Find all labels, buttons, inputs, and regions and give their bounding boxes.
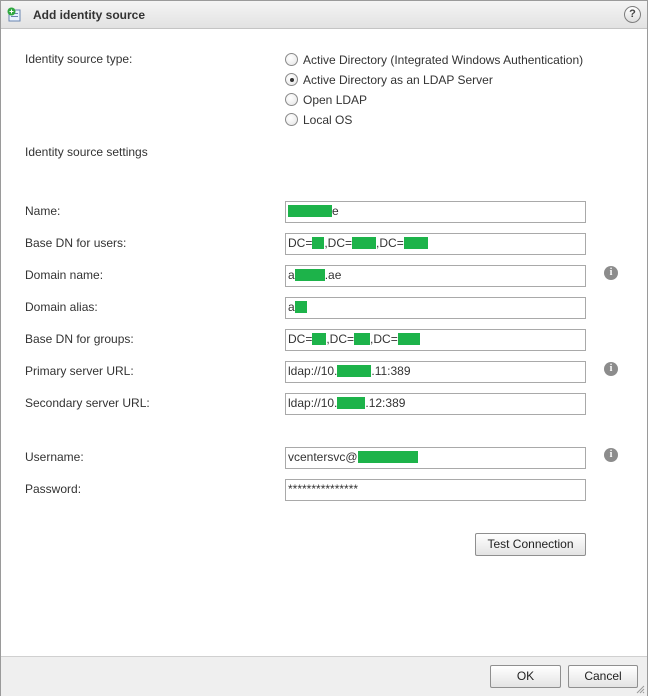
redaction-mark — [295, 269, 325, 281]
redaction-mark — [312, 333, 326, 345]
redaction-mark — [404, 237, 428, 249]
base-dn-users-input[interactable] — [285, 233, 586, 255]
resize-grip-icon[interactable] — [635, 684, 645, 694]
radio-button[interactable] — [285, 93, 298, 106]
radio-label: Active Directory as an LDAP Server — [303, 73, 493, 87]
identity-source-type-label: Identity source type: — [25, 52, 133, 66]
dn-segment: ,DC= — [326, 332, 355, 346]
redaction-mark — [352, 237, 376, 249]
primary-server-url-input[interactable] — [285, 361, 586, 383]
identity-source-settings-heading: Identity source settings — [25, 145, 148, 159]
alias-value-prefix: a — [288, 300, 295, 314]
ok-button[interactable]: OK — [490, 665, 561, 688]
base-dn-groups-input[interactable] — [285, 329, 586, 351]
name-input[interactable] — [285, 201, 586, 223]
radio-button[interactable] — [285, 53, 298, 66]
name-label: Name: — [25, 204, 61, 218]
domain-alias-input[interactable] — [285, 297, 586, 319]
username-label: Username: — [25, 450, 84, 464]
cancel-button[interactable]: Cancel — [568, 665, 638, 688]
radio-button-selected[interactable] — [285, 73, 298, 86]
radio-label: Active Directory (Integrated Windows Authentication) — [303, 53, 584, 67]
primary-server-url-label: Primary server URL: — [25, 364, 134, 378]
dialog-footer — [1, 656, 647, 696]
redaction-mark — [358, 451, 418, 463]
name-value-suffix: e — [332, 204, 339, 218]
redaction-mark — [337, 365, 371, 377]
dn-segment: ,DC= — [370, 332, 398, 346]
domain-value-prefix: a — [288, 268, 295, 282]
domain-alias-label: Domain alias: — [25, 300, 98, 314]
redaction-mark — [354, 333, 370, 345]
dialog-title: Add identity source — [33, 8, 146, 22]
redaction-mark — [337, 397, 365, 409]
help-button[interactable]: ? — [624, 6, 641, 23]
domain-value-suffix: .ae — [324, 268, 342, 282]
secondary-server-url-input[interactable] — [285, 393, 586, 415]
redaction-mark — [295, 301, 307, 313]
password-input[interactable] — [285, 479, 586, 501]
info-icon[interactable]: i — [604, 266, 618, 280]
info-icon[interactable]: i — [604, 362, 618, 376]
username-value-prefix: vcentersvc@ — [288, 450, 358, 464]
url-value-prefix: ldap://10. — [288, 396, 338, 410]
password-label: Password: — [25, 482, 82, 496]
radio-button[interactable] — [285, 113, 298, 126]
dn-segment: ,DC= — [324, 236, 353, 250]
redaction-mark — [398, 333, 420, 345]
url-value-prefix: ldap://10. — [288, 364, 338, 378]
test-connection-button[interactable]: Test Connection — [475, 533, 586, 556]
domain-name-input[interactable] — [285, 265, 586, 287]
base-dn-groups-label: Base DN for groups: — [25, 332, 134, 346]
radio-label: Local OS — [303, 113, 353, 127]
title-bar — [1, 1, 647, 29]
dn-segment: DC= — [288, 236, 313, 250]
dn-segment: ,DC= — [376, 236, 404, 250]
domain-name-label: Domain name: — [25, 268, 104, 282]
url-value-suffix: .11:389 — [371, 364, 411, 378]
redaction-mark — [288, 205, 332, 217]
base-dn-users-label: Base DN for users: — [25, 236, 127, 250]
password-masked-value: *************** — [288, 482, 359, 496]
info-icon[interactable]: i — [604, 448, 618, 462]
dn-segment: DC= — [288, 332, 313, 346]
redaction-mark — [312, 237, 324, 249]
url-value-suffix: .12:389 — [365, 396, 406, 410]
secondary-server-url-label: Secondary server URL: — [25, 396, 150, 410]
add-source-icon — [7, 7, 23, 23]
radio-label: Open LDAP — [303, 93, 368, 107]
username-input[interactable] — [285, 447, 586, 469]
